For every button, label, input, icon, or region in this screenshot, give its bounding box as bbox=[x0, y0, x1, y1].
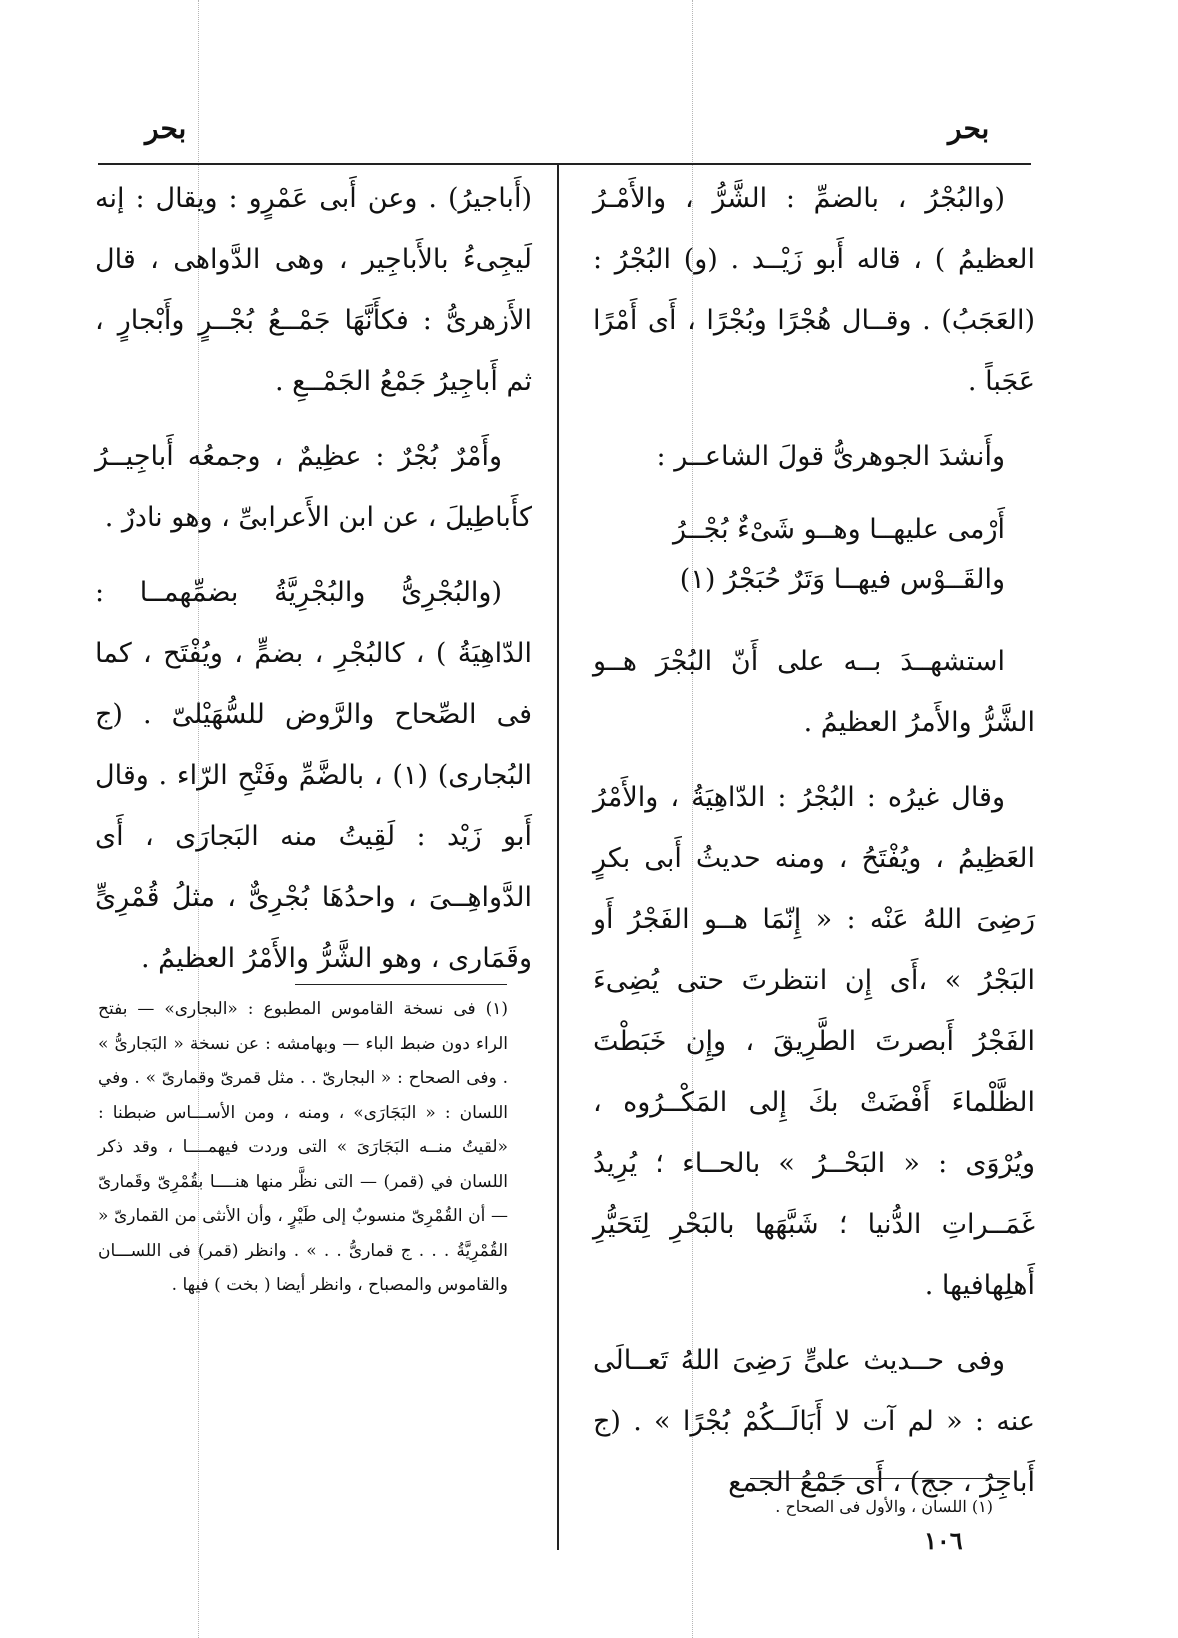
poem-verse bbox=[593, 505, 1035, 605]
header-word-left: بحر bbox=[145, 112, 187, 145]
verse-line-2: والقَــوْس فيهــا وَتَرٌ حُبَجْرُ (١) bbox=[679, 564, 1005, 595]
right-col-paragraph-2: وأَنشدَ الجوهرىُّ قولَ الشاعــر : bbox=[656, 441, 1005, 472]
right-footnote-rule bbox=[750, 1478, 1010, 1479]
left-footnote-rule bbox=[295, 984, 507, 985]
right-column bbox=[593, 168, 1035, 1527]
left-col-paragraph-3: (والبُجْرِىُّ والبُجْرِيَّةُ بضمِّهمــا : الدّاهِيَةُ ) ، كالبُجْرِ ، بضمٍّ ، ويُفْتَح ، كما فى الصِّحاح والرَّوض للسُّهَيْلىّ . (ج البُجارى) (١) ، بالضَّمِّ وفَتْحِ الرّاء . وقال أَبو زَيْد : لَقِيتُ منه البَجارَى ، أَى الدَّواهِــىَ ، واحدُهَا بُجْرِىٌّ ، مثلُ قُمْرِىٍّ وقَمَارى ، وهو الشَّرُّ والأَمْرُ العظيمُ . bbox=[95, 577, 532, 974]
right-footnote-1: (١) اللسان ، والأول فى الصحاح . bbox=[775, 1497, 993, 1516]
right-col-paragraph-3: استشهــدَ بــه على أَنّ البُجْرَ هــو الشَّرُّ والأَمرُ العظيمُ . bbox=[593, 646, 1035, 738]
right-col-paragraph-1: (والبُجْرُ ، بالضمِّ : الشَّرُّ ، والأَمْـرُ العظيمُ ) ، قاله أَبو زَيْــد . (و) البُجْرُ : (العَجَبُ) . وقــال هُجْرًا وبُجْرًا ، أَى أَمْرًا عَجَباً . bbox=[593, 183, 1035, 397]
right-footnotes bbox=[593, 1490, 993, 1525]
column-separator bbox=[557, 165, 559, 1550]
left-col-paragraph-2: وأَمْرٌ بُجْرٌ : عظِيمٌ ، وجمعُه أَباجِيــرُ كأَباطِيلَ ، عن ابن الأَعرابىِّ ، وهو نادرٌ . bbox=[95, 441, 532, 533]
left-column bbox=[95, 168, 532, 1003]
left-footnote-1: (١) فى نسخة القاموس المطبوع : «البجارى» — بفتح الراء دون ضبط الباء — وبهامشه : عن نسخة « البَجارىُّ » . وفى الصحاح : « البجارىّ . . مثل قمرىّ وقمارىّ » . وفي اللسان : « البَجَارَى» ، ومنه ، ومن الأســـاس ضبطنا : «لقيتُ منــه البَجَارَىَ » التى وردت فيهمــــا ، وقد ذكر اللسان في (قمر) — التى نظَّر منها هنــــا بقُمْرِىّ وقَمارىّ — أن القُمْرِىّ منسوبٌ إلى طَيْرٍ ، وأن الأنثى من القمارىّ « القُمْرِيَّةُ . . . ج قمارىُّ . . » . وانظر (قمر) فى اللســـان والقاموس والمصباح ، وانظر أيضا ( بخت ) فيها . bbox=[98, 999, 508, 1295]
verse-line-1: أَرْمى عليهــا وهــو شَىْءٌ بُجْــرُ bbox=[672, 514, 1005, 545]
right-col-paragraph-4: وقال غيرُه : البُجْرُ : الدّاهِيَةُ ، والأَمْرُ العَظِيمُ ، ويُفْتَحُ ، ومنه حديثُ أَبى بكرٍ رَضِىَ اللهُ عَنْه : « إِنّمَا هــو الفَجْرُ أَو البَجْرُ » ،أَى إِن انتظرتَ حتى يُضِىءَ الفَجْرُ أَبصرتَ الطَّرِيقَ ، وإِن خَبَطْتَ الظَّلْماءَ أَفْضَتْ بكَ إِلى المَكْــرُوه ، ويُرْوَى : « البَحْــرُ » بالحــاء ؛ يُرِيدُ غَمَــراتِ الدُّنيا ؛ شَبَّهَها بالبَحْرِ لِتَحَيُّرِ أَهلِهافيها . bbox=[593, 782, 1035, 1301]
header-word-right: بحر bbox=[948, 112, 990, 145]
header-rule bbox=[98, 163, 1031, 165]
left-col-paragraph-1: (أَباجيرُ) . وعن أَبى عَمْرٍو : ويقال : إنه لَيجِىءُ بالأَباجِير ، وهى الدَّواهى ، قال الأَزهرىُّ : فكأَنَّهَا جَمْــعُ بُجْــرٍ وأَبْجارٍ ، ثم أَباجِيرُ جَمْعُ الجَمْــعِ . bbox=[95, 183, 532, 397]
page-number: ١٠٦ bbox=[924, 1526, 963, 1555]
right-col-paragraph-5: وفى حــديث علىٍّ رَضِىَ اللهُ تَعــالَى عنه : « لم آت لا أَبَالَــكُمْ بُجْرًا » . (ج أَباجِرُ ، جج) ، أَى جَمْعُ الجمع bbox=[593, 1345, 1035, 1498]
left-footnotes bbox=[98, 992, 508, 1303]
